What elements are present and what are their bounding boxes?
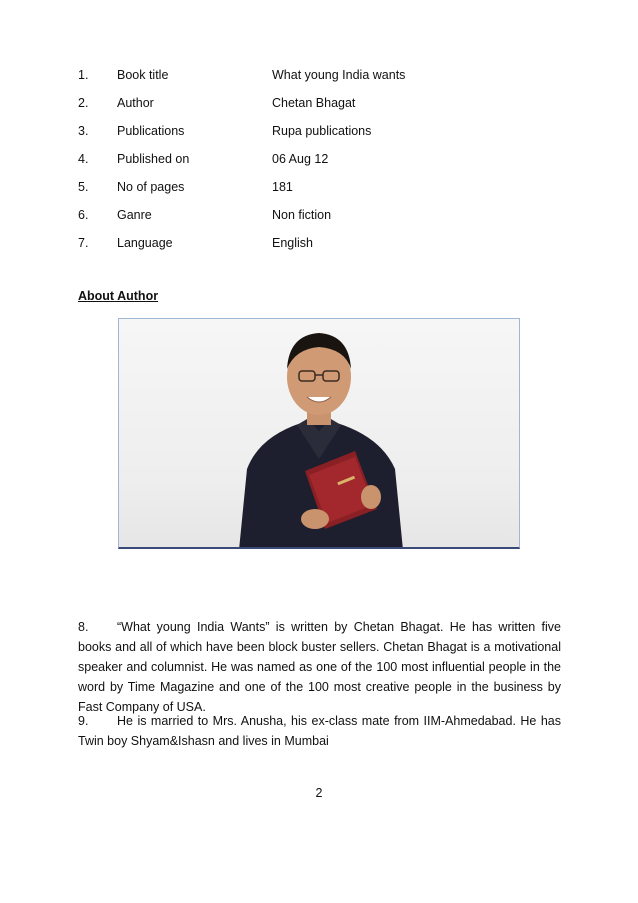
- row-label: Ganre: [117, 208, 152, 222]
- about-author-heading: About Author: [78, 289, 159, 303]
- row-number: 7.: [78, 236, 89, 250]
- row-label: Author: [117, 96, 154, 110]
- row-label: Published on: [117, 152, 190, 166]
- author-paragraph-9: [78, 711, 561, 751]
- row-value: Non fiction: [272, 208, 332, 222]
- paragraph-number: 8.: [78, 620, 89, 634]
- row-number: 1.: [78, 68, 89, 82]
- paragraph-number: 9.: [78, 714, 89, 728]
- book-info-table: [78, 62, 578, 258]
- info-row-book-title: [78, 62, 578, 90]
- row-value: Rupa publications: [272, 124, 372, 138]
- info-row-publications: [78, 118, 578, 146]
- row-value: English: [272, 236, 313, 250]
- paragraph-text: He is married to Mrs. Anusha, his ex-class mate from IIM-Ahmedabad. He has Twin boy Shyam&Ishasn and lives in Mumbai: [78, 714, 561, 748]
- row-label: No of pages: [117, 180, 185, 194]
- row-label: Language: [117, 236, 173, 250]
- row-number: 5.: [78, 180, 89, 194]
- row-number: 2.: [78, 96, 89, 110]
- row-value: 06 Aug 12: [272, 152, 329, 166]
- author-paragraph-8: [78, 617, 561, 717]
- page-number: 2: [315, 786, 323, 800]
- paragraph-text: “What young India Wants” is written by Chetan Bhagat. He has written five books and all of which have been block buster sellers. Chetan Bhagat is a motivational speaker and columnist. He was named as one of the 100 most influential people in the word by Time Magazine and one of the 100 most creative people in the business by Fast Company of USA.: [78, 620, 561, 714]
- info-row-pages: [78, 174, 578, 202]
- row-value: 181: [272, 180, 293, 194]
- info-row-author: [78, 90, 578, 118]
- row-number: 6.: [78, 208, 89, 222]
- row-number: 3.: [78, 124, 89, 138]
- row-value: Chetan Bhagat: [272, 96, 356, 110]
- row-label: Book title: [117, 68, 169, 82]
- author-photo-illustration: [119, 319, 520, 549]
- row-value: What young India wants: [272, 68, 406, 82]
- info-row-published-on: [78, 146, 578, 174]
- info-row-genre: [78, 202, 578, 230]
- row-label: Publications: [117, 124, 185, 138]
- row-number: 4.: [78, 152, 89, 166]
- info-row-language: [78, 230, 578, 258]
- author-photo: [118, 318, 520, 549]
